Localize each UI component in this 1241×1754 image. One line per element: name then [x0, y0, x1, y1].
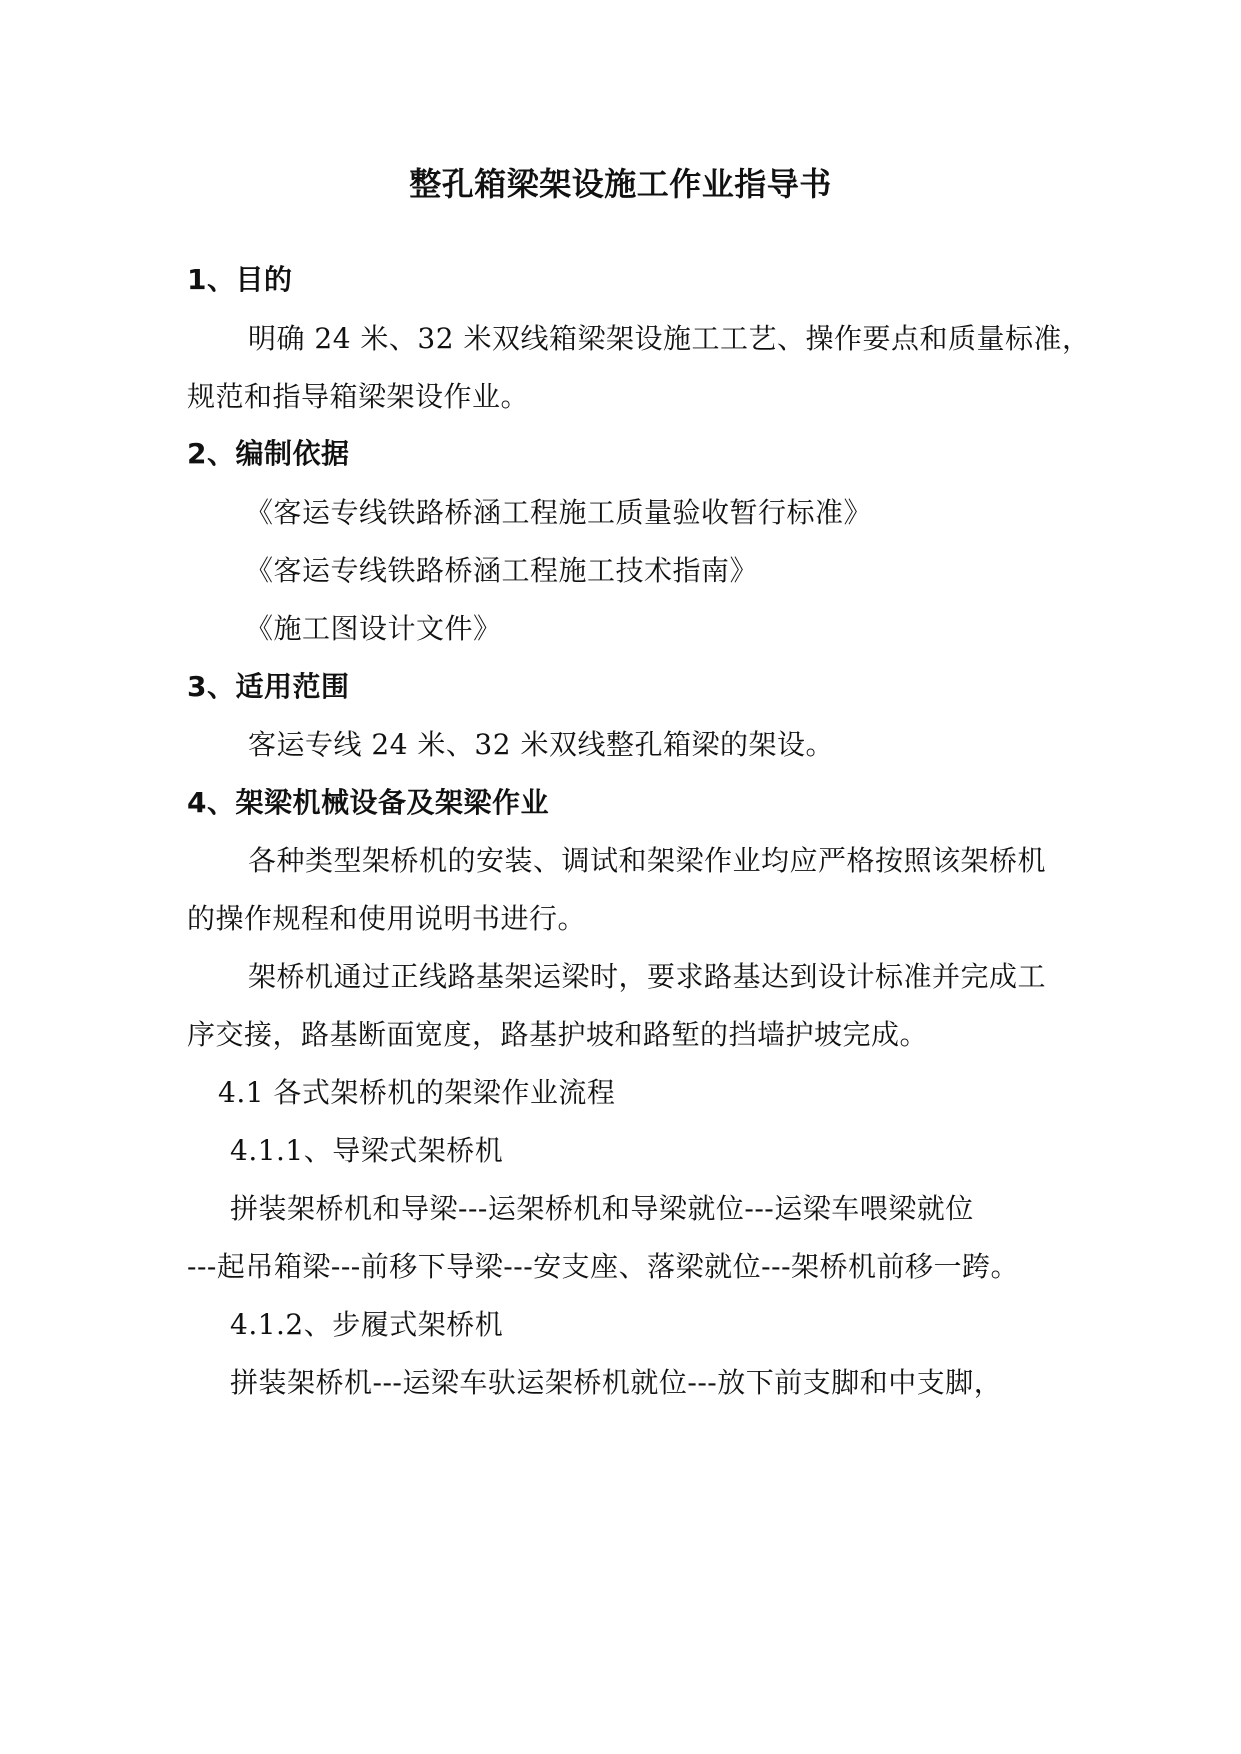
paragraph-line: 的操作规程和使用说明书进行。 [187, 902, 587, 935]
paragraph-line: 序交接，路基断面宽度，路基护坡和路堑的挡墙护坡完成。 [187, 1018, 929, 1051]
section-heading-purpose: 1、目的 [187, 263, 293, 296]
paragraph-line: 各种类型架桥机的安装、调试和架梁作业均应严格按照该架桥机 [248, 844, 1047, 877]
flow-line: 拼装架桥机和导梁---运架桥机和导梁就位---运梁车喂梁就位 [230, 1192, 974, 1225]
document-title: 整孔箱梁架设施工作业指导书 [409, 165, 832, 203]
reference-item: 《施工图设计文件》 [245, 612, 502, 645]
reference-item: 《客运专线铁路桥涵工程施工技术指南》 [245, 554, 759, 587]
reference-item: 《客运专线铁路桥涵工程施工质量验收暂行标准》 [245, 496, 873, 529]
section-heading-equipment: 4、架梁机械设备及架梁作业 [187, 786, 549, 819]
flow-line: ---起吊箱梁---前移下导梁---安支座、落梁就位---架桥机前移一跨。 [187, 1250, 1020, 1283]
paragraph-line: 规范和指导箱梁架设作业。 [187, 380, 530, 413]
subsection-heading-4-1-1: 4.1.1、导梁式架桥机 [230, 1134, 504, 1167]
subsection-heading-4-1-2: 4.1.2、步履式架桥机 [230, 1308, 504, 1341]
section-heading-basis: 2、编制依据 [187, 437, 350, 470]
flow-line: 拼装架桥机---运梁车驮运架桥机就位---放下前支脚和中支脚， [230, 1366, 1003, 1399]
subsection-heading-4-1: 4.1 各式架桥机的架梁作业流程 [218, 1076, 616, 1109]
section-heading-scope: 3、适用范围 [187, 670, 350, 703]
paragraph-line: 明确 24 米、32 米双线箱梁架设施工工艺、操作要点和质量标准， [248, 322, 1091, 355]
paragraph-line: 架桥机通过正线路基架运梁时，要求路基达到设计标准并完成工 [248, 960, 1047, 993]
paragraph-line: 客运专线 24 米、32 米双线整孔箱梁的架设。 [248, 728, 834, 761]
